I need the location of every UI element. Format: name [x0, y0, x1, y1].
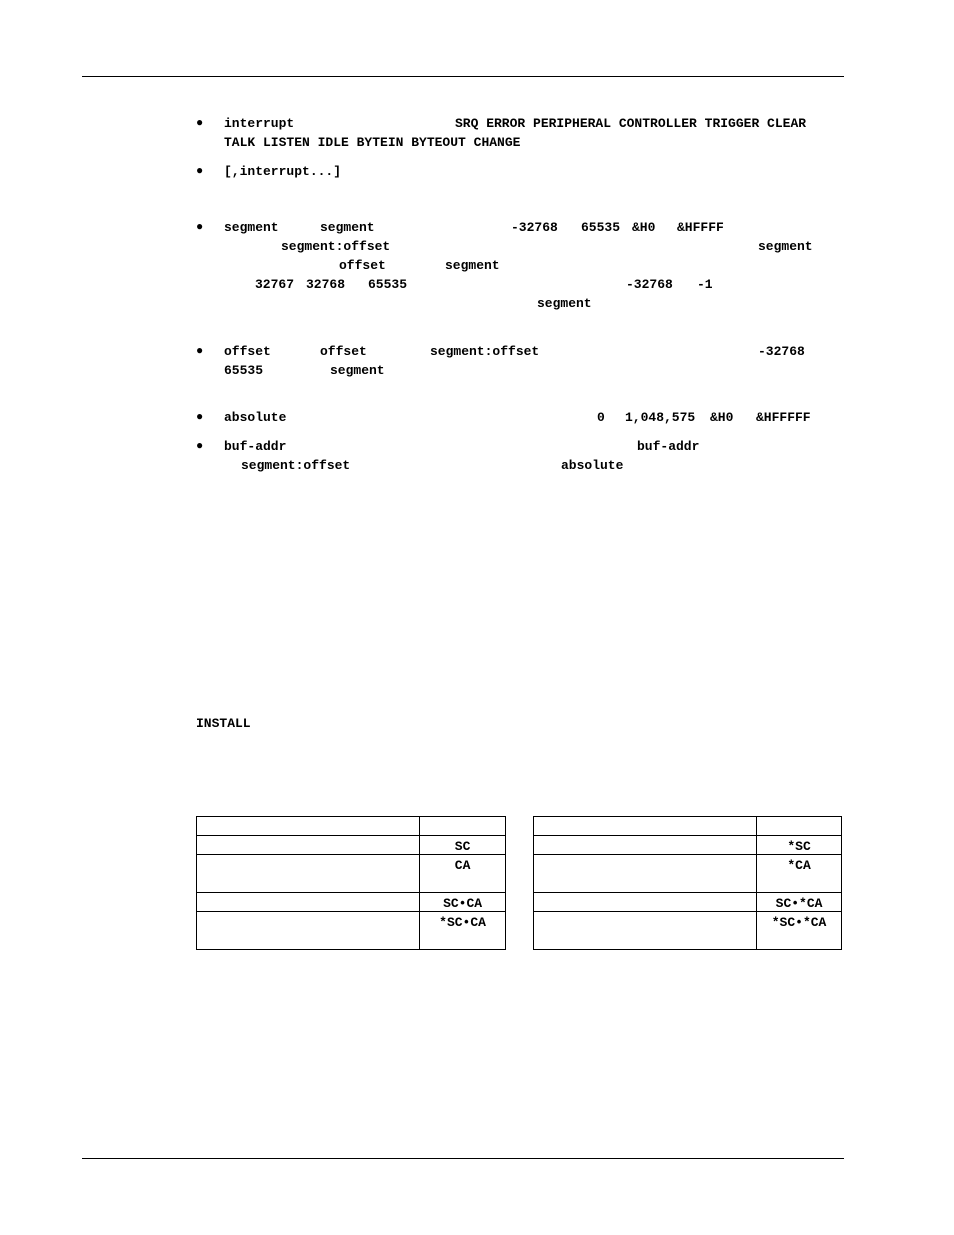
param-text: 32768 [306, 277, 346, 292]
param-text: absolute [224, 410, 287, 425]
param-text: segment:offset [241, 458, 351, 473]
param-text: interrupt [224, 116, 295, 131]
param-text: -32768 [511, 220, 558, 235]
table-row [197, 912, 506, 950]
param-text: &HFFFFF [756, 410, 811, 425]
param-text: 65535 [581, 220, 621, 235]
header-rule [82, 76, 844, 77]
param-text: 0 [597, 410, 605, 425]
table-row [197, 836, 506, 855]
bullet-icon: ● [196, 343, 204, 357]
bullet-icon: ● [196, 115, 204, 129]
table-row [197, 855, 506, 893]
param-text: segment [445, 258, 500, 273]
table-cell-value: *CA [757, 855, 842, 893]
param-text: offset [320, 344, 367, 359]
param-text: segment:offset [430, 344, 540, 359]
table-cell-value: *SC•CA [420, 912, 506, 950]
param-text: segment [758, 239, 813, 254]
table-row [534, 836, 842, 855]
bullet-icon: ● [196, 409, 204, 423]
param-text: offset [339, 258, 386, 273]
param-text: segment:offset [281, 239, 391, 254]
param-text: 65535 [368, 277, 408, 292]
footer-rule [82, 1158, 844, 1159]
param-text: [,interrupt...] [224, 164, 342, 179]
param-text: segment [320, 220, 375, 235]
table-row [197, 893, 506, 912]
param-text: &HFFFF [677, 220, 724, 235]
param-text: 32767 [255, 277, 295, 292]
table-header-row [534, 817, 842, 836]
table-row [534, 912, 842, 950]
table-row [534, 855, 842, 893]
param-text: segment [330, 363, 385, 378]
table-cell-value: *SC•*CA [757, 912, 842, 950]
param-text: absolute [561, 458, 624, 473]
param-text: -1 [697, 277, 713, 292]
bullet-icon: ● [196, 438, 204, 452]
table-cell-value: *SC [757, 836, 842, 855]
param-text: TALK LISTEN IDLE BYTEIN BYTEOUT CHANGE [224, 135, 521, 150]
table-cell-value: SC•CA [420, 893, 506, 912]
param-text: buf-addr [637, 439, 700, 454]
mode-table-right [533, 816, 842, 950]
bullet-icon: ● [196, 219, 204, 233]
param-text: 1,048,575 [625, 410, 696, 425]
param-text: segment [537, 296, 592, 311]
param-text: -32768 [626, 277, 673, 292]
param-text: &H0 [710, 410, 734, 425]
mode-table-left [196, 816, 506, 950]
param-text: segment [224, 220, 279, 235]
param-text: SRQ ERROR PERIPHERAL CONTROLLER TRIGGER CLEAR [455, 116, 807, 131]
bullet-icon: ● [196, 163, 204, 177]
table-header-row [197, 817, 506, 836]
param-text: -32768 [758, 344, 805, 359]
table-cell-value: SC [420, 836, 506, 855]
param-text: buf-addr [224, 439, 287, 454]
param-text: &H0 [632, 220, 656, 235]
table-cell-value: SC•*CA [757, 893, 842, 912]
install-keyword: INSTALL [196, 716, 251, 731]
param-text: 65535 [224, 363, 264, 378]
param-text: offset [224, 344, 271, 359]
table-row [534, 893, 842, 912]
table-cell-value: CA [420, 855, 506, 893]
